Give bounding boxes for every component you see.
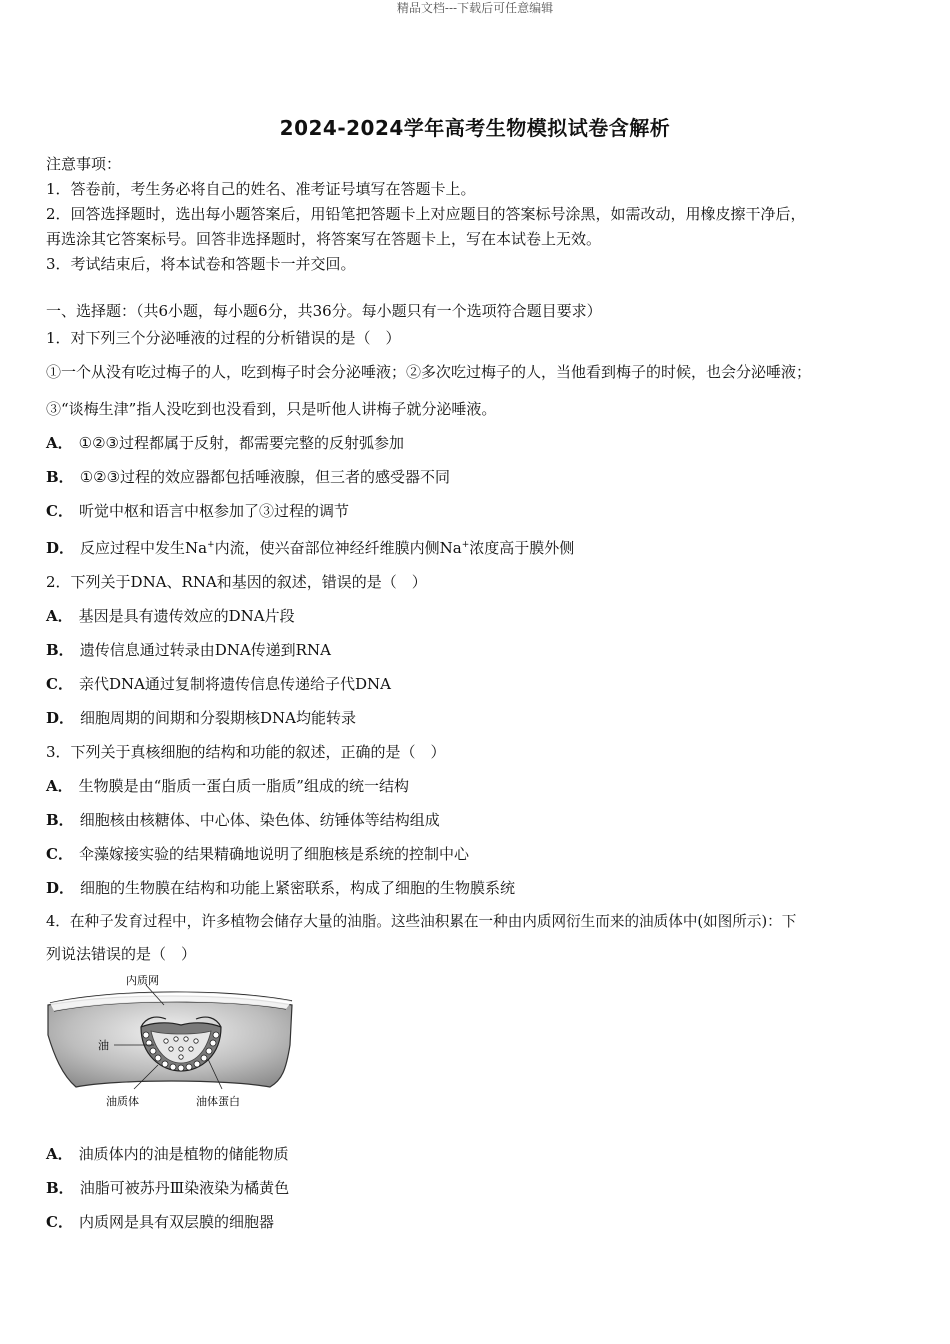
notice-item-1: 1．答卷前，考生务必将自己的姓名、准考证号填写在答题卡上。 [46,180,476,198]
oil-body-diagram [46,975,906,1119]
notice-item-3: 3．考试结束后，将本试卷和答题卡一并交回。 [46,255,356,273]
label-oil-body-protein: 油体蛋白 [196,1095,240,1108]
q1-option-a-text: ①②③过程都属于反射，都需要完整的反射弧参加 [78,434,404,452]
label-er: 内质网 [126,975,159,987]
q2-option-a [46,599,906,633]
superscript: + [461,540,470,550]
exam-content [46,152,906,1239]
q3-option-c-text: 伞藻嫁接实验的结果精确地说明了细胞核是系统的控制中心 [78,845,469,863]
q2-option-a-text: 基因是具有遗传效应的DNA片段 [78,607,295,625]
q1-option-d-text-2: 内流，使兴奋部位神经纤维膜内侧Na [214,539,462,557]
q1-option-a [46,426,906,460]
option-letter: D． [46,539,75,557]
notice-heading: 注意事项： [46,155,122,173]
option-letter: D． [46,709,75,727]
q3-option-a-text: 生物膜是由“脂质一蛋白质一脂质”组成的统一结构 [78,777,409,795]
q3-option-c [46,837,906,871]
q2-option-b [46,633,906,667]
q1-option-d [46,528,906,565]
q3-option-d-text: 细胞的生物膜在结构和功能上紧密联系，构成了细胞的生物膜系统 [80,879,516,897]
option-letter: C． [46,675,73,693]
q4-option-a [46,1137,906,1171]
q2-option-d [46,701,906,735]
q1-option-c-text: 听觉中枢和语言中枢参加了③过程的调节 [78,502,349,520]
option-letter: B． [46,811,74,829]
q4-option-a-text: 油质体内的油是植物的储能物质 [78,1145,289,1163]
option-letter: A． [46,434,73,452]
option-letter: A． [46,607,73,625]
q4-option-c-text: 内质网是具有双层膜的细胞器 [78,1213,274,1231]
q1-line3: ③“谈梅生津”指人没吃到也没看到，只是听他人讲梅子就分泌唾液。 [46,400,497,418]
q4-option-b-text: 油脂可被苏丹Ⅲ染液染为橘黄色 [79,1179,290,1197]
q1-option-c [46,494,906,528]
q3-option-b [46,803,906,837]
section-heading: 一、选择题：（共6小题，每小题6分，共36分。每小题只有一个选项符合题目要求） [46,302,602,320]
notice-item-2: 2．回答选择题时，选出每小题答案后，用铅笔把答题卡上对应题目的答案标号涂黑，如需改动，用橡皮擦干净后， [46,205,806,223]
q2-option-d-text: 细胞周期的间期和分裂期核DNA均能转录 [80,709,357,727]
q4-stem-line2: 列说法错误的是（ ） [46,945,197,963]
q1-stem: 1．对下列三个分泌唾液的过程的分析错误的是（ ） [46,329,401,347]
q1-option-d-text-1: 反应过程中发生Na [80,539,208,557]
q3-stem: 3．下列关于真核细胞的结构和功能的叙述，正确的是（ ） [46,743,446,761]
label-oil: 油 [98,1039,109,1052]
q2-option-c [46,667,906,701]
q1-option-b [46,460,906,494]
option-letter: A． [46,777,73,795]
q2-stem: 2．下列关于DNA、RNA和基因的叙述，错误的是（ ） [46,573,427,591]
q1-option-d-text-3: 浓度高于膜外侧 [469,539,575,557]
q2-option-b-text: 遗传信息通过转录由DNA传递到RNA [79,641,331,659]
q1-line2: ①一个从没有吃过梅子的人，吃到梅子时会分泌唾液；②多次吃过梅子的人，当他看到梅子的时候，也会分泌唾液； [46,363,812,381]
page-title: 2024-2024学年高考生物模拟试卷含解析 [279,116,671,140]
notice-item-2-cont: 再选涂其它答案标号。回答非选择题时，将答案写在答题卡上，写在本试卷上无效。 [46,230,602,248]
option-letter: C． [46,845,73,863]
q1-option-b-text: ①②③过程的效应器都包括唾液腺，但三者的感受器不同 [79,468,451,486]
q4-option-b [46,1171,906,1205]
option-letter: A． [46,1145,73,1163]
label-oil-body: 油质体 [106,1095,139,1108]
option-letter: B． [46,468,74,486]
option-letter: B． [46,641,74,659]
option-letter: C． [46,1213,73,1231]
q2-option-c-text: 亲代DNA通过复制将遗传信息传递给子代DNA [78,675,391,693]
option-letter: C． [46,502,73,520]
superscript: + [207,540,215,550]
q4-stem-line1: 4．在种子发育过程中，许多植物会储存大量的油脂。这些油积累在一种由内质网衍生而来的油质体中(如图所示)：下 [46,913,797,930]
oil-body-figure [46,975,306,1115]
option-letter: D． [46,879,75,897]
q4-option-c [46,1205,906,1239]
q3-option-a [46,769,906,803]
q3-option-b-text: 细胞核由核糖体、中心体、染色体、纺锤体等结构组成 [79,811,440,829]
option-letter: B． [46,1179,74,1197]
page-header: 精品文档---下载后可任意编辑 [396,1,554,15]
q3-option-d [46,871,906,905]
